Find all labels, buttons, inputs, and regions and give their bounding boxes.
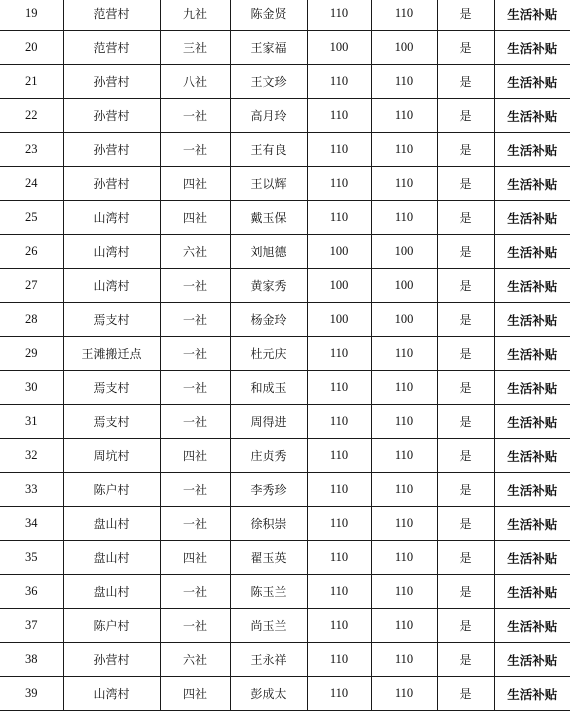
group-cell: 一社 [160, 269, 230, 303]
subsidy-type-cell: 生活补贴 [494, 133, 570, 167]
group-cell: 一社 [160, 473, 230, 507]
subsidy-type-cell: 生活补贴 [494, 643, 570, 677]
amount-cell: 110 [371, 575, 437, 609]
row-index-cell: 32 [0, 439, 63, 473]
eligible-cell: 是 [437, 643, 494, 677]
table-row [0, 133, 570, 167]
subsidy-type-cell: 生活补贴 [494, 0, 570, 31]
row-index-cell: 35 [0, 541, 63, 575]
name-cell: 和成玉 [230, 371, 307, 405]
eligible-cell: 是 [437, 31, 494, 65]
table-row [0, 0, 570, 31]
table-row [0, 439, 570, 473]
row-index-cell: 30 [0, 371, 63, 405]
name-cell: 高月玲 [230, 99, 307, 133]
row-index-cell: 24 [0, 167, 63, 201]
table-row [0, 371, 570, 405]
row-index-cell: 20 [0, 31, 63, 65]
subsidy-type-cell: 生活补贴 [494, 167, 570, 201]
subsidy-type-cell: 生活补贴 [494, 303, 570, 337]
group-cell: 三社 [160, 31, 230, 65]
table-row [0, 167, 570, 201]
village-cell: 周坑村 [63, 439, 160, 473]
group-cell: 一社 [160, 609, 230, 643]
subsidy-type-cell: 生活补贴 [494, 609, 570, 643]
group-cell: 六社 [160, 235, 230, 269]
eligible-cell: 是 [437, 167, 494, 201]
amount-cell: 100 [307, 235, 371, 269]
row-index-cell: 29 [0, 337, 63, 371]
eligible-cell: 是 [437, 575, 494, 609]
amount-cell: 110 [307, 643, 371, 677]
eligible-cell: 是 [437, 677, 494, 711]
amount-cell: 110 [307, 405, 371, 439]
name-cell: 李秀珍 [230, 473, 307, 507]
amount-cell: 110 [371, 507, 437, 541]
amount-cell: 110 [371, 337, 437, 371]
row-index-cell: 27 [0, 269, 63, 303]
group-cell: 一社 [160, 575, 230, 609]
subsidy-type-cell: 生活补贴 [494, 31, 570, 65]
name-cell: 翟玉英 [230, 541, 307, 575]
amount-cell: 110 [307, 99, 371, 133]
eligible-cell: 是 [437, 0, 494, 31]
amount-cell: 110 [307, 65, 371, 99]
name-cell: 刘旭德 [230, 235, 307, 269]
table-row [0, 575, 570, 609]
group-cell: 一社 [160, 99, 230, 133]
subsidy-type-cell: 生活补贴 [494, 677, 570, 711]
name-cell: 戴玉保 [230, 201, 307, 235]
name-cell: 王文珍 [230, 65, 307, 99]
amount-cell: 110 [307, 677, 371, 711]
subsidy-type-cell: 生活补贴 [494, 371, 570, 405]
table-row [0, 337, 570, 371]
name-cell: 杨金玲 [230, 303, 307, 337]
amount-cell: 110 [371, 405, 437, 439]
table-row [0, 303, 570, 337]
amount-cell: 110 [371, 65, 437, 99]
subsidy-type-cell: 生活补贴 [494, 541, 570, 575]
village-cell: 孙营村 [63, 65, 160, 99]
amount-cell: 100 [371, 303, 437, 337]
village-cell: 孙营村 [63, 643, 160, 677]
amount-cell: 110 [371, 0, 437, 31]
eligible-cell: 是 [437, 405, 494, 439]
eligible-cell: 是 [437, 99, 494, 133]
village-cell: 焉支村 [63, 405, 160, 439]
subsidy-type-cell: 生活补贴 [494, 439, 570, 473]
amount-cell: 110 [371, 677, 437, 711]
group-cell: 四社 [160, 541, 230, 575]
village-cell: 盘山村 [63, 575, 160, 609]
row-index-cell: 33 [0, 473, 63, 507]
name-cell: 黄家秀 [230, 269, 307, 303]
amount-cell: 110 [371, 167, 437, 201]
village-cell: 焉支村 [63, 371, 160, 405]
group-cell: 四社 [160, 201, 230, 235]
row-index-cell: 19 [0, 0, 63, 31]
row-index-cell: 31 [0, 405, 63, 439]
village-cell: 范营村 [63, 31, 160, 65]
subsidy-type-cell: 生活补贴 [494, 507, 570, 541]
group-cell: 一社 [160, 133, 230, 167]
eligible-cell: 是 [437, 371, 494, 405]
table-row [0, 201, 570, 235]
name-cell: 王有良 [230, 133, 307, 167]
table-row [0, 405, 570, 439]
amount-cell: 110 [371, 541, 437, 575]
village-cell: 孙营村 [63, 99, 160, 133]
amount-cell: 110 [307, 371, 371, 405]
group-cell: 一社 [160, 371, 230, 405]
amount-cell: 110 [307, 541, 371, 575]
subsidy-type-cell: 生活补贴 [494, 405, 570, 439]
subsidy-type-cell: 生活补贴 [494, 201, 570, 235]
amount-cell: 110 [371, 201, 437, 235]
amount-cell: 110 [307, 0, 371, 31]
amount-cell: 100 [307, 303, 371, 337]
amount-cell: 100 [371, 31, 437, 65]
row-index-cell: 36 [0, 575, 63, 609]
table-row [0, 507, 570, 541]
amount-cell: 110 [307, 133, 371, 167]
table-row [0, 65, 570, 99]
eligible-cell: 是 [437, 609, 494, 643]
amount-cell: 110 [307, 609, 371, 643]
row-index-cell: 21 [0, 65, 63, 99]
eligible-cell: 是 [437, 235, 494, 269]
row-index-cell: 28 [0, 303, 63, 337]
row-index-cell: 26 [0, 235, 63, 269]
subsidy-type-cell: 生活补贴 [494, 269, 570, 303]
group-cell: 九社 [160, 0, 230, 31]
group-cell: 四社 [160, 677, 230, 711]
amount-cell: 100 [307, 269, 371, 303]
row-index-cell: 37 [0, 609, 63, 643]
name-cell: 周得进 [230, 405, 307, 439]
group-cell: 一社 [160, 405, 230, 439]
amount-cell: 110 [371, 133, 437, 167]
group-cell: 八社 [160, 65, 230, 99]
amount-cell: 110 [371, 371, 437, 405]
group-cell: 一社 [160, 337, 230, 371]
table-row [0, 609, 570, 643]
table-row [0, 473, 570, 507]
amount-cell: 110 [307, 507, 371, 541]
village-cell: 山湾村 [63, 201, 160, 235]
row-index-cell: 23 [0, 133, 63, 167]
table-row [0, 677, 570, 711]
table-row [0, 235, 570, 269]
subsidy-type-cell: 生活补贴 [494, 473, 570, 507]
eligible-cell: 是 [437, 541, 494, 575]
group-cell: 四社 [160, 167, 230, 201]
eligible-cell: 是 [437, 439, 494, 473]
name-cell: 杜元庆 [230, 337, 307, 371]
amount-cell: 110 [307, 337, 371, 371]
eligible-cell: 是 [437, 507, 494, 541]
amount-cell: 110 [307, 201, 371, 235]
amount-cell: 110 [307, 473, 371, 507]
name-cell: 王家福 [230, 31, 307, 65]
name-cell: 尚玉兰 [230, 609, 307, 643]
amount-cell: 100 [307, 31, 371, 65]
name-cell: 彭成太 [230, 677, 307, 711]
name-cell: 陈金贤 [230, 0, 307, 31]
village-cell: 盘山村 [63, 541, 160, 575]
village-cell: 王滩搬迁点 [63, 337, 160, 371]
village-cell: 山湾村 [63, 269, 160, 303]
amount-cell: 110 [371, 439, 437, 473]
amount-cell: 110 [371, 609, 437, 643]
village-cell: 焉支村 [63, 303, 160, 337]
name-cell: 徐积崇 [230, 507, 307, 541]
amount-cell: 110 [307, 167, 371, 201]
amount-cell: 100 [371, 269, 437, 303]
eligible-cell: 是 [437, 133, 494, 167]
amount-cell: 110 [371, 473, 437, 507]
name-cell: 王以辉 [230, 167, 307, 201]
village-cell: 陈户村 [63, 609, 160, 643]
row-index-cell: 22 [0, 99, 63, 133]
subsidy-type-cell: 生活补贴 [494, 99, 570, 133]
amount-cell: 110 [371, 643, 437, 677]
table-row [0, 643, 570, 677]
amount-cell: 110 [307, 439, 371, 473]
village-cell: 孙营村 [63, 133, 160, 167]
group-cell: 一社 [160, 303, 230, 337]
group-cell: 一社 [160, 507, 230, 541]
row-index-cell: 39 [0, 677, 63, 711]
table-row [0, 31, 570, 65]
eligible-cell: 是 [437, 337, 494, 371]
table-row [0, 541, 570, 575]
name-cell: 庄贞秀 [230, 439, 307, 473]
amount-cell: 100 [371, 235, 437, 269]
eligible-cell: 是 [437, 201, 494, 235]
group-cell: 四社 [160, 439, 230, 473]
subsidy-type-cell: 生活补贴 [494, 235, 570, 269]
subsidy-type-cell: 生活补贴 [494, 337, 570, 371]
row-index-cell: 38 [0, 643, 63, 677]
subsidy-type-cell: 生活补贴 [494, 575, 570, 609]
subsidy-type-cell: 生活补贴 [494, 65, 570, 99]
village-cell: 山湾村 [63, 235, 160, 269]
name-cell: 王永祥 [230, 643, 307, 677]
amount-cell: 110 [371, 99, 437, 133]
amount-cell: 110 [307, 575, 371, 609]
name-cell: 陈玉兰 [230, 575, 307, 609]
village-cell: 盘山村 [63, 507, 160, 541]
village-cell: 山湾村 [63, 677, 160, 711]
eligible-cell: 是 [437, 65, 494, 99]
table-row [0, 269, 570, 303]
eligible-cell: 是 [437, 303, 494, 337]
row-index-cell: 25 [0, 201, 63, 235]
eligible-cell: 是 [437, 473, 494, 507]
eligible-cell: 是 [437, 269, 494, 303]
village-cell: 陈户村 [63, 473, 160, 507]
village-cell: 孙营村 [63, 167, 160, 201]
group-cell: 六社 [160, 643, 230, 677]
village-cell: 范营村 [63, 0, 160, 31]
table-row [0, 99, 570, 133]
row-index-cell: 34 [0, 507, 63, 541]
